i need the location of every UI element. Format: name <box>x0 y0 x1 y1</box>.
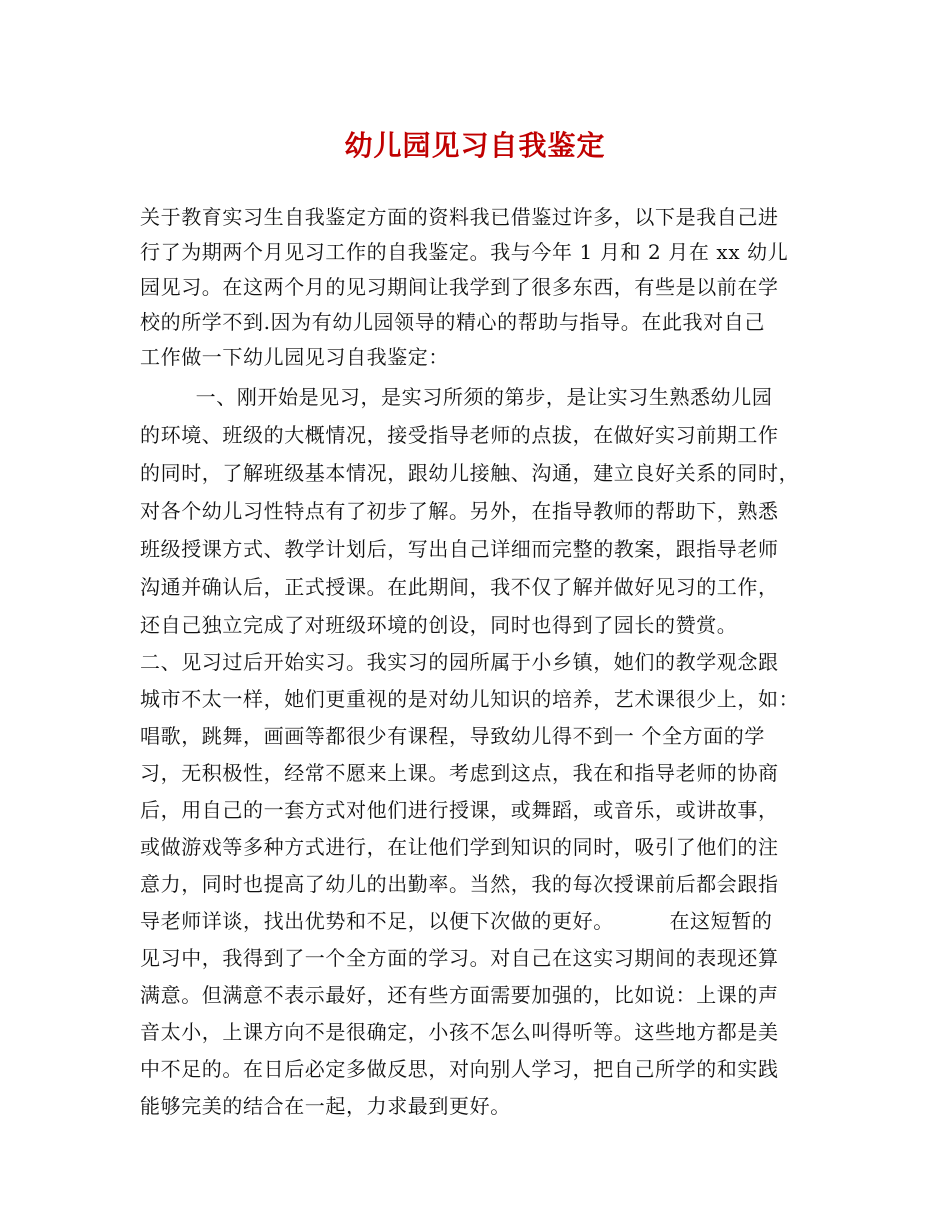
body-line: 能够完美的结合在一起，力求最到更好。 <box>140 1094 511 1118</box>
body-line: 音太小，上课方向不是很确定，小孩不怎么叫得听等。这些地方都是美 <box>140 1020 779 1044</box>
body-line: 工作做一下幼儿园见习自我鉴定： <box>140 345 449 369</box>
body-line: 沟通并确认后，正式授课。在此期间，我不仅了解并做好见习的工作， <box>140 575 779 599</box>
body-line: 园见习。在这两个月的见习期间让我学到了很多东西，有些是以前在学 <box>140 275 779 299</box>
body-line: 城市不太一样，她们更重视的是对幼儿知识的培养，艺术课很少上，如： <box>140 687 800 711</box>
body-line: 班级授课方式、教学计划后，写出自己详细而完整的教案，跟指导老师 <box>140 537 779 561</box>
body-line: 的环境、班级的大概情况，接受指导老师的点拔，在做好实习前期工作 <box>140 423 779 447</box>
body-line: 还自己独立完成了对班级环境的创设，同时也得到了园长的赞赏。 <box>140 613 738 637</box>
body-line: 习，无积极性，经常不愿来上课。考虑到这点，我在和指导老师的协商 <box>140 761 779 785</box>
body-line: 校的所学不到.因为有幼儿园领导的精心的帮助与指导。在此我对自己 <box>140 310 765 334</box>
document-title: 幼儿园见习自我鉴定 <box>344 129 606 162</box>
body-line: 一、刚开始是见习，是实习所须的第步，是让实习生熟悉幼儿园 <box>140 385 773 409</box>
body-line: 后，用自己的一套方式对他们进行授课，或舞蹈，或音乐，或讲故事， <box>140 798 779 822</box>
body-line: 意力，同时也提高了幼儿的出勤率。当然，我的每次授课前后都会跟指 <box>140 872 779 896</box>
body-line: 满意。但满意不表示最好，还有些方面需要加强的，比如说：上课的声 <box>140 983 779 1007</box>
body-line: 唱歌，跳舞，画画等都很少有课程，导致幼儿得不到一 个全方面的学 <box>140 724 765 748</box>
body-line: 对各个幼儿习性特点有了初步了解。另外，在指导教师的帮助下，熟悉 <box>140 499 779 523</box>
body-line: 关于教育实习生自我鉴定方面的资料我已借鉴过许多，以下是我自己进 <box>140 205 779 229</box>
body-line: 见习中，我得到了一个全方面的学习。对自己在这实习期间的表现还算 <box>140 946 779 970</box>
body-line: 导老师详谈，找出优势和不足，以便下次做的更好。 在这短暂的 <box>140 909 773 933</box>
body-line: 或做游戏等多种方式进行，在让他们学到知识的同时，吸引了他们的注 <box>140 835 779 859</box>
body-line: 行了为期两个月见习工作的自我鉴定。我与今年 1 月和 2 月在 xx 幼儿 <box>140 240 789 264</box>
body-line: 中不足的。在日后必定多做反思，对向别人学习，把自己所学的和实践 <box>140 1057 779 1081</box>
body-line: 的同时，了解班级基本情况，跟幼儿接触、沟通，建立良好关系的同时， <box>140 461 800 485</box>
body-line: 二、见习过后开始实习。我实习的园所属于小乡镇，她们的教学观念跟 <box>140 650 779 674</box>
